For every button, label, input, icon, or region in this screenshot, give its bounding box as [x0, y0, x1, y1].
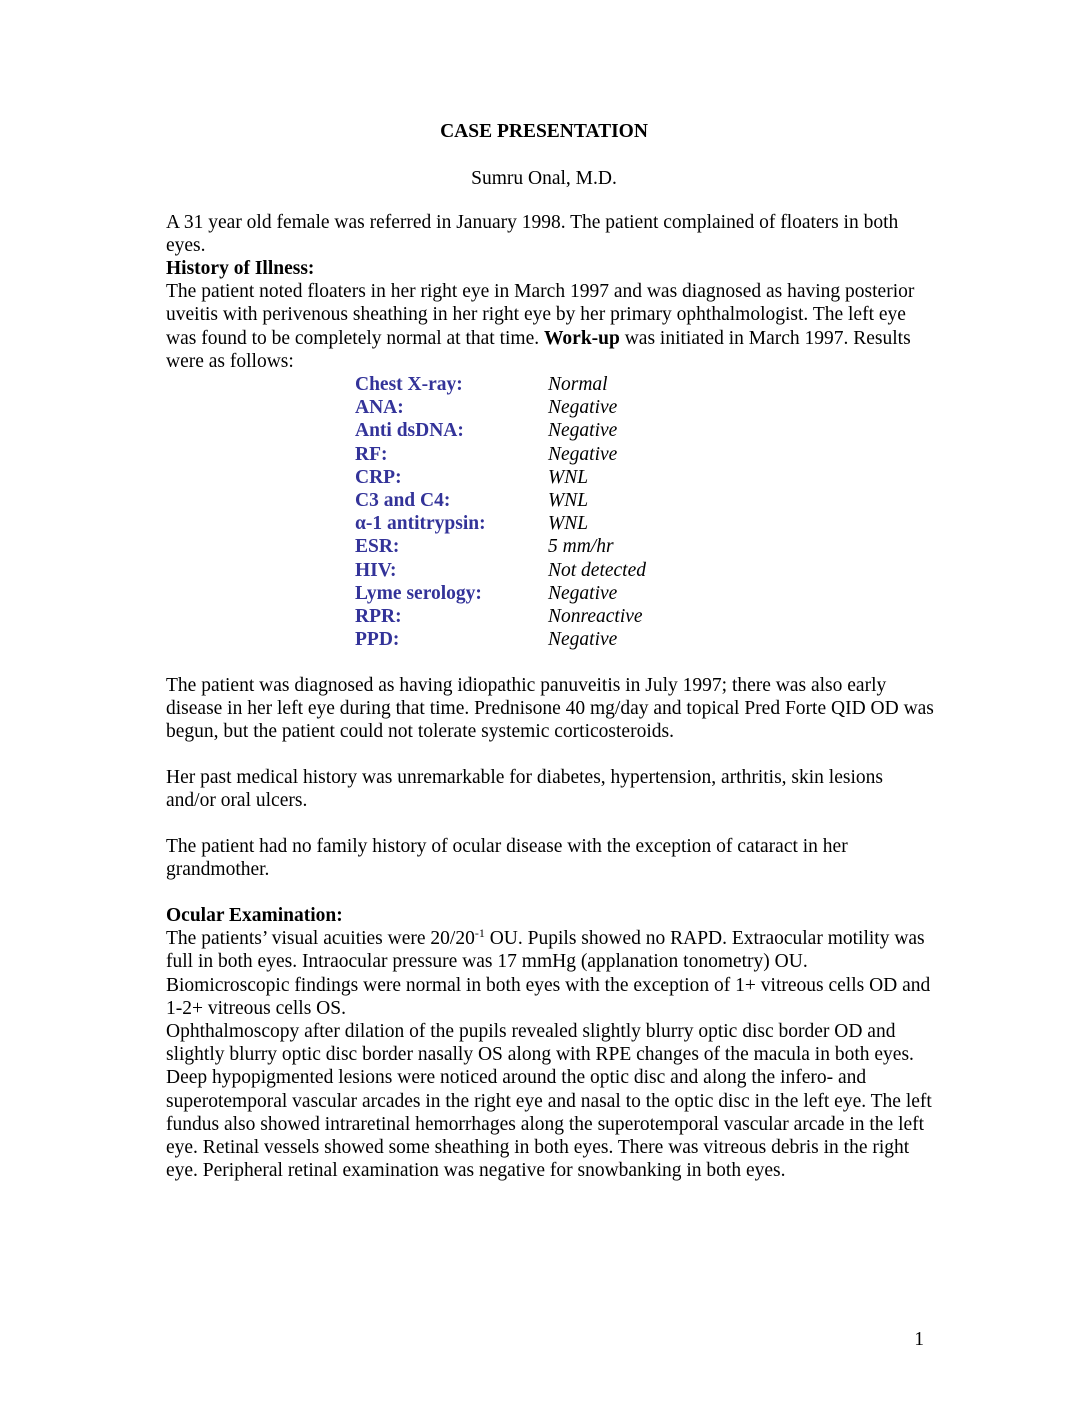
- result-row: [355, 489, 775, 512]
- document-title: CASE PRESENTATION: [440, 121, 648, 142]
- result-test-name: α-1 antitrypsin:: [355, 513, 486, 535]
- result-test-name: RF:: [355, 443, 388, 465]
- result-test-name: PPD:: [355, 629, 400, 651]
- history-text-b: was initiated in March 1997. Results were as follows:: [166, 327, 911, 372]
- intro-paragraph: A 31 year old female was referred in January 1998. The patient complained of floaters in both eyes.: [166, 212, 899, 257]
- result-value: 5 mm/hr: [548, 536, 614, 558]
- history-heading: History of Illness:: [166, 258, 315, 279]
- result-row: [355, 535, 775, 558]
- author-name: Sumru Onal, M.D.: [471, 168, 617, 189]
- result-test-name: C3 and C4:: [355, 489, 451, 511]
- ophthalmoscopy-paragraph: Ophthalmoscopy after dilation of the pupils revealed slightly blurry optic disc border OD and slightly blurry optic disc border nasally OS along with RPE changes of the macula in both eyes. Deep hypopigmented lesions were noticed around the optic disc and along the infero- and superotemporal vascular arcades in the right eye and nasal to the optic disc in the left eye. The left fundus also showed intraretinal hemorrhages along the superotemporal vascular arcade in the left eye. Retinal vessels showed some sheathing in both eyes. There was vitreous debris in the right eye. Peripheral retinal examination was negative for snowbanking in both eyes.: [166, 1021, 932, 1182]
- page-number: 1: [914, 1329, 924, 1350]
- result-row: [355, 443, 775, 466]
- result-value: Normal: [548, 374, 608, 395]
- result-test-name: ESR:: [355, 536, 400, 558]
- result-value: Negative: [548, 582, 618, 604]
- result-test-name: HIV:: [355, 559, 397, 581]
- result-value: Nonreactive: [548, 605, 643, 627]
- workup-term: Work-up: [543, 327, 620, 349]
- result-test-name: Chest X-ray:: [355, 374, 463, 395]
- result-value: WNL: [548, 466, 589, 488]
- exam-heading: Ocular Examination:: [166, 905, 343, 926]
- exam-va-b: OU. Pupils showed no RAPD. Extraocular motility was full in both eyes. Intraocular pressure was 17 mmHg (applanation tonometry) OU. Biomicroscopic findings were normal in both eyes with the exception of 1+ vitreous cells OD and 1-2+ vitreous cells OS.: [166, 928, 931, 1019]
- result-test-name: RPR:: [355, 605, 402, 627]
- family-history-paragraph: The patient had no family history of ocular disease with the exception of cataract in her grandmother.: [166, 836, 848, 881]
- result-test-name: Anti dsDNA:: [355, 420, 464, 442]
- result-row: [355, 628, 775, 651]
- result-row: [355, 373, 775, 396]
- result-value: Negative: [548, 629, 618, 651]
- result-value: Negative: [548, 397, 618, 419]
- result-row: [355, 512, 775, 535]
- result-value: Not detected: [548, 559, 647, 581]
- past-history-paragraph: Her past medical history was unremarkable for diabetes, hypertension, arthritis, skin lesions and/or oral ulcers.: [166, 767, 883, 812]
- history-text-a: The patient noted floaters in her right eye in March 1997 and was diagnosed as having posterior uveitis with perivenous sheathing in her right eye by her primary ophthalmologist. The left eye was found to be completely normal at that time.: [166, 281, 915, 349]
- result-row: [355, 605, 775, 628]
- result-row: [355, 419, 775, 442]
- result-test-name: CRP:: [355, 466, 402, 488]
- history-paragraph: [166, 280, 936, 373]
- result-value: WNL: [548, 513, 589, 535]
- history-section: [166, 257, 936, 373]
- result-value: Negative: [548, 420, 618, 442]
- result-test-name: ANA:: [355, 397, 404, 419]
- exam-va-superscript: -1: [474, 926, 485, 941]
- result-value: WNL: [548, 489, 589, 511]
- exam-va-a: The patients’ visual acuities were 20/20: [166, 928, 475, 950]
- result-row: [355, 582, 775, 605]
- exam-section: [166, 904, 936, 1182]
- workup-results-table: [355, 373, 775, 651]
- exam-paragraph: [166, 927, 936, 1020]
- diagnosis-paragraph: The patient was diagnosed as having idiopathic panuveitis in July 1997; there was also early disease in her left eye during that time. Prednisone 40 mg/day and topical Pred Forte QID OD was begun, but the patient could not tolerate systemic corticosteroids.: [166, 675, 934, 743]
- result-row: [355, 559, 775, 582]
- result-test-name: Lyme serology:: [355, 582, 482, 604]
- result-row: [355, 466, 775, 489]
- result-value: Negative: [548, 443, 618, 465]
- result-row: [355, 396, 775, 419]
